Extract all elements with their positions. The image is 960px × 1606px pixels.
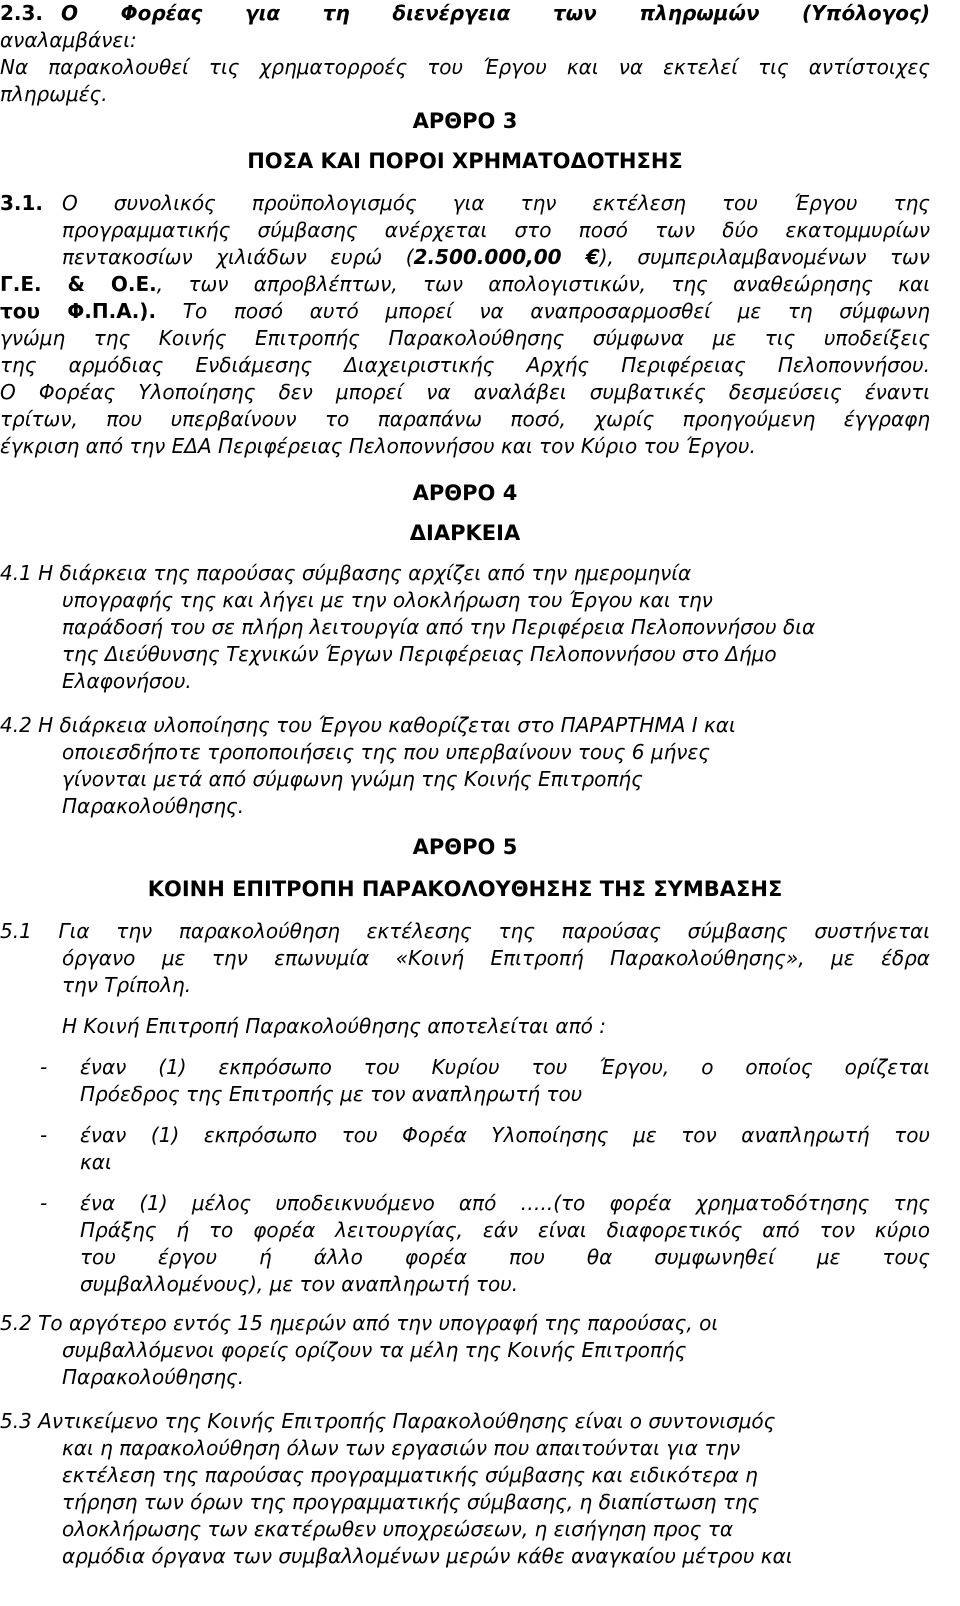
paragraph-line: της αρμόδιας Ενδιάμεσης Διαχειριστικής Αρχής Περιφέρειας Πελοποννήσου. bbox=[0, 353, 930, 377]
paragraph-3-1-number: 3.1. bbox=[0, 191, 44, 215]
paragraph-line: της Διεύθυνσης Τεχνικών Έργων Περιφέρειας Πελοποννήσου στο Δήμο bbox=[62, 642, 777, 666]
section-2-3-body-line: πληρωμές. bbox=[0, 82, 108, 106]
list-item-line: έναν (1) εκπρόσωπο του Φορέα Υλοποίησης με τον αναπληρωτή του bbox=[80, 1123, 930, 1147]
paragraph-line: 5.1 Για την παρακολούθηση εκτέλεσης της παρούσας σύμβασης συστήνεται bbox=[0, 919, 930, 943]
paragraph-line bbox=[0, 298, 930, 325]
section-2-3-heading-cont: αναλαμβάνει: bbox=[0, 28, 137, 52]
paragraph-line: Παρακολούθησης. bbox=[62, 1365, 245, 1389]
text-run: ), συμπεριλαμβανομένων των bbox=[599, 245, 930, 269]
list-item-line: συμβαλλομένους), με τον αναπληρωτή του. bbox=[80, 1272, 519, 1296]
article-5-title: ΑΡΘΡΟ 5 bbox=[412, 835, 518, 859]
text-run: Το ποσό αυτό μπορεί να αναπροσαρμοσθεί με τη σύμφωνη bbox=[156, 299, 930, 323]
list-item-line: Πρόεδρος της Επιτροπής με τον αναπληρωτή του bbox=[80, 1082, 583, 1106]
member-list bbox=[0, 1054, 930, 1298]
paragraph-line: 5.3 Αντικείμενο της Κοινής Επιτροπής Παρακολούθησης είναι ο συντονισμός bbox=[0, 1409, 776, 1433]
paragraph-line: 4.2 Η διάρκεια υλοποίησης του Έργου καθορίζεται στο ΠΑΡΑΡΤΗΜΑ Ι και bbox=[0, 713, 736, 737]
text-run-bold: του Φ.Π.Α.). bbox=[0, 299, 157, 323]
text-run: , των απροβλέπτων, των απολογιστικών, της αναθεώρησης και bbox=[156, 272, 930, 296]
list-item-line: του έργου ή άλλο φορέα που θα συμφωνηθεί με τους bbox=[80, 1245, 930, 1269]
paragraph-line: Ελαφονήσου. bbox=[62, 669, 192, 693]
paragraph-5-2 bbox=[0, 1310, 930, 1391]
paragraph-line: οποιεσδήποτε τροποποιήσεις της που υπερβαίνουν τους 6 μήνες bbox=[62, 740, 710, 764]
section-2-3-heading: Ο Φορέας για τη διενέργεια των πληρωμών (Υπόλογος) bbox=[61, 1, 930, 25]
section-2-3-heading-line bbox=[0, 0, 930, 27]
paragraph-line bbox=[62, 244, 930, 271]
paragraph-line: Ο Φορέας Υλοποίησης δεν μπορεί να αναλάβει συμβατικές δεσμεύσεις έναντι bbox=[0, 380, 930, 404]
paragraph-4-1 bbox=[0, 560, 930, 695]
paragraph-line: συμβαλλόμενοι φορείς ορίζουν τα μέλη της Κοινής Επιτροπής bbox=[62, 1338, 687, 1362]
paragraph-line: υπογραφής της και λήγει με την ολοκλήρωση του Έργου και την bbox=[62, 588, 713, 612]
paragraph-line: Ο συνολικός προϋπολογισμός για την εκτέλεση του Έργου της bbox=[62, 191, 930, 215]
budget-amount: 2.500.000,00 € bbox=[413, 245, 600, 269]
paragraph-4-2 bbox=[0, 712, 930, 820]
dash-bullet: - bbox=[40, 1055, 48, 1079]
article-3-subtitle: ΠΟΣΑ ΚΑΙ ΠΟΡΟΙ ΧΡΗΜΑΤΟΔΟΤΗΣΗΣ bbox=[247, 149, 683, 173]
dash-bullet: - bbox=[40, 1191, 48, 1215]
article-4-subtitle: ΔΙΑΡΚΕΙΑ bbox=[409, 521, 521, 545]
paragraph-line: γίνονται μετά από σύμφωνη γνώμη της Κοινής Επιτροπής bbox=[62, 767, 643, 791]
article-4-title: ΑΡΘΡΟ 4 bbox=[412, 481, 518, 505]
paragraph-3-1 bbox=[0, 190, 930, 460]
paragraph-line bbox=[0, 271, 930, 298]
paragraph-line: ολοκλήρωσης των εκατέρωθεν υποχρεώσεων, η εισήγηση προς τα bbox=[62, 1517, 734, 1541]
paragraph-line: τρίτων, που υπερβαίνουν το παραπάνω ποσό, χωρίς προηγούμενη έγγραφη bbox=[0, 407, 930, 431]
text-run: πεντακοσίων χιλιάδων ευρώ ( bbox=[62, 245, 414, 269]
paragraph-line: προγραμματικής σύμβασης ανέρχεται στο ποσό των δύο εκατομμυρίων bbox=[62, 218, 930, 242]
list-item-line: έναν (1) εκπρόσωπο του Κυρίου του Έργου, ο οποίος ορίζεται bbox=[80, 1055, 930, 1079]
section-2-3-body-line: Να παρακολουθεί τις χρηματορροές του Έργου και να εκτελεί τις αντίστοιχες bbox=[0, 55, 930, 79]
text-run-bold: Γ.Ε. & Ο.Ε. bbox=[0, 272, 157, 296]
list-item bbox=[0, 1054, 930, 1108]
list-item-line: ένα (1) μέλος υποδεικνυόμενο από …..(το φορέα χρηματοδότησης της bbox=[80, 1191, 930, 1215]
paragraph-line: όργανο με την επωνυμία «Κοινή Επιτροπή Παρακολούθησης», με έδρα bbox=[62, 946, 930, 970]
paragraph-line: Η Κοινή Επιτροπή Παρακολούθησης αποτελείται από : bbox=[62, 1014, 606, 1038]
section-2-3-number: 2.3. bbox=[0, 1, 44, 25]
paragraph-line: αρμόδια όργανα των συμβαλλομένων μερών κάθε αναγκαίου μέτρου και bbox=[62, 1544, 793, 1568]
paragraph-line: την Τρίπολη. bbox=[62, 973, 192, 997]
paragraph-line: και η παρακολούθηση όλων των εργασιών που απαιτούνται για την bbox=[62, 1436, 741, 1460]
article-3-title: ΑΡΘΡΟ 3 bbox=[412, 109, 518, 133]
paragraph-line: παράδοσή του σε πλήρη λειτουργία από την Περιφέρεια Πελοποννήσου δια bbox=[62, 615, 816, 639]
list-item-line: Πράξης ή το φορέα λειτουργίας, εάν είναι διαφορετικός από τον κύριο bbox=[80, 1218, 930, 1242]
article-5-subtitle: ΚΟΙΝΗ ΕΠΙΤΡΟΠΗ ΠΑΡΑΚΟΛΟΥΘΗΣΗΣ ΤΗΣ ΣΥΜΒΑΣΗΣ bbox=[147, 877, 783, 901]
list-item-line: και bbox=[80, 1150, 112, 1174]
section-2-3 bbox=[0, 0, 930, 108]
paragraph-5-1 bbox=[0, 918, 930, 1040]
dash-bullet: - bbox=[40, 1123, 48, 1147]
paragraph-line: έγκριση από την ΕΔΑ Περιφέρειας Πελοποννήσου και τον Κύριο του Έργου. bbox=[0, 434, 756, 458]
paragraph-line: Παρακολούθησης. bbox=[62, 794, 245, 818]
paragraph-line: τήρηση των όρων της προγραμματικής σύμβασης, η διαπίστωση της bbox=[62, 1490, 760, 1514]
paragraph-5-3 bbox=[0, 1408, 930, 1570]
paragraph-line: 4.1 Η διάρκεια της παρούσας σύμβασης αρχίζει από την ημερομηνία bbox=[0, 561, 692, 585]
paragraph-line: γνώμη της Κοινής Επιτροπής Παρακολούθησης σύμφωνα με τις υποδείξεις bbox=[0, 326, 930, 350]
paragraph-line: εκτέλεση της παρούσας προγραμματικής σύμβασης και ειδικότερα η bbox=[62, 1463, 758, 1487]
paragraph-line: 5.2 Το αργότερο εντός 15 ημερών από την υπογραφή της παρούσας, οι bbox=[0, 1311, 719, 1335]
list-item bbox=[0, 1190, 930, 1298]
list-item bbox=[0, 1122, 930, 1176]
